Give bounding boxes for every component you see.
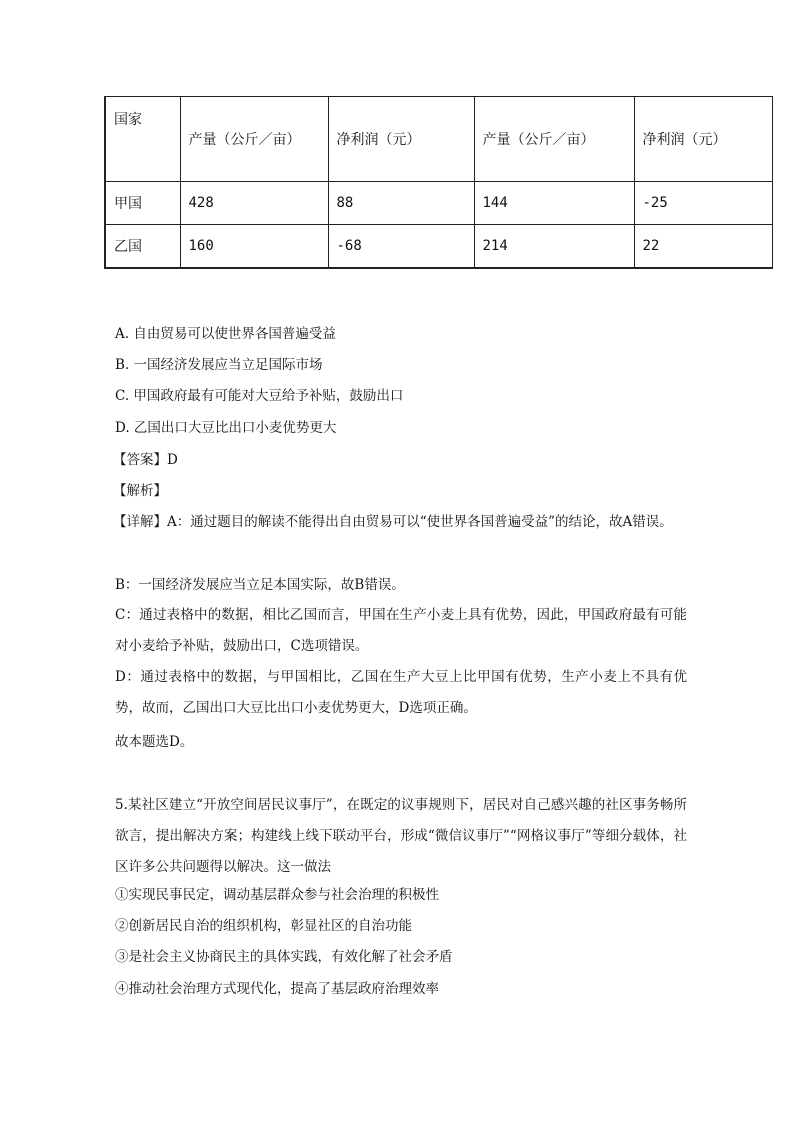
header-cell: 净利润（元） (328, 97, 474, 182)
table-cell: -25 (634, 182, 772, 225)
table-cell: 88 (328, 182, 474, 225)
table-row (105, 225, 772, 269)
table-header-row (105, 97, 772, 182)
analysis-detail-a: 【详解】A：通过题目的解读不能得出自由贸易可以“使世界各国普遍受益”的结论，故A错误。 (113, 514, 673, 530)
table-cell: 乙国 (105, 225, 180, 269)
data-table (104, 96, 773, 269)
table-cell: 144 (474, 182, 634, 225)
table-cell: 214 (474, 225, 634, 269)
analysis-conclusion: 故本题选D。 (115, 734, 194, 750)
option-b: B. 一国经济发展应当立足国际市场 (115, 357, 323, 373)
option-c: C. 甲国政府最有可能对大豆给予补贴，鼓励出口 (115, 388, 404, 404)
header-cell: 产量（公斤／亩） (180, 97, 328, 182)
question-5-item: ①实现民事民定，调动基层群众参与社会治理的积极性 (115, 887, 439, 903)
table-cell: 22 (634, 225, 772, 269)
question-5-stem: 5.某社区建立“开放空间居民议事厅”，在既定的议事规则下，居民对自己感兴趣的社区事务畅所欲言，提出解决方案；构建线上线下联动平台，形成“微信议事厅”“网格议事厅”等细分载体，社区许多公共问题得以解决。这一做法 (115, 797, 687, 875)
analysis-detail-b: B：一国经济发展应当立足本国实际，故B错误。 (115, 577, 405, 593)
data-table-container (104, 96, 771, 269)
table-cell: -68 (328, 225, 474, 269)
analysis-detail-d: D：通过表格中的数据，与甲国相比，乙国在生产大豆上比甲国有优势，生产小麦上不具有优势，故而，乙国出口大豆比出口小麦优势更大，D选项正确。 (115, 669, 687, 716)
header-cell: 净利润（元） (634, 97, 772, 182)
option-d: D. 乙国出口大豆比出口小麦优势更大 (115, 420, 337, 436)
option-a: A. 自由贸易可以使世界各国普遍受益 (115, 326, 336, 342)
question-5-item: ②创新居民自治的组织机构，彰显社区的自治功能 (115, 918, 412, 934)
table-row (105, 182, 772, 225)
header-cell: 国家 (105, 97, 180, 182)
question-5-item: ③是社会主义协商民主的具体实践，有效化解了社会矛盾 (115, 949, 453, 965)
table-cell: 160 (180, 225, 328, 269)
table-cell: 428 (180, 182, 328, 225)
analysis-detail-c: C：通过表格中的数据，相比乙国而言，甲国在生产小麦上具有优势，因此，甲国政府最有可能对小麦给予补贴，鼓励出口，C选项错误。 (115, 607, 687, 654)
answer: 【答案】D (113, 452, 178, 468)
header-cell: 产量（公斤／亩） (474, 97, 634, 182)
table-cell: 甲国 (105, 182, 180, 225)
question-5-item: ④推动社会治理方式现代化，提高了基层政府治理效率 (115, 981, 439, 997)
analysis-title: 【解析】 (113, 483, 167, 499)
